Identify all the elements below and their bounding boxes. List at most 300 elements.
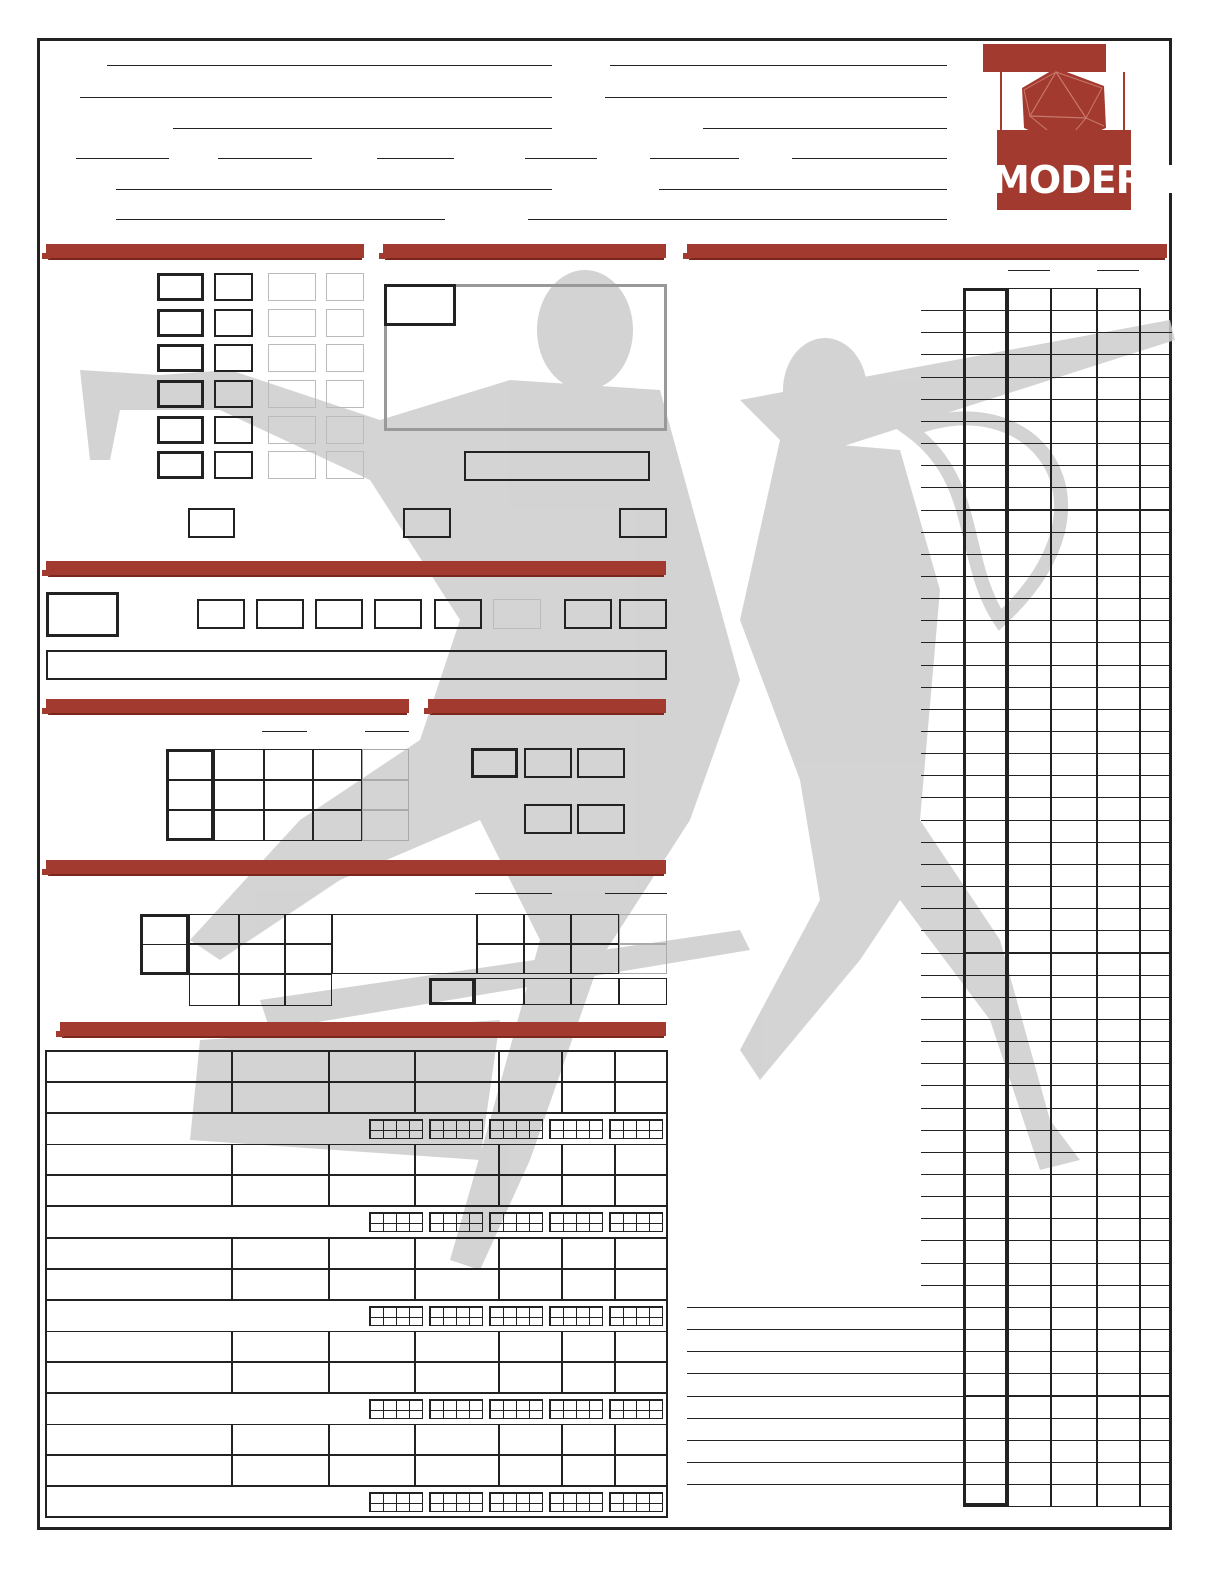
- skill-cell[interactable]: [1097, 687, 1140, 710]
- skill-cell[interactable]: [1008, 665, 1051, 688]
- skill-cell[interactable]: [1097, 930, 1140, 953]
- skill-name-line[interactable]: [921, 842, 963, 843]
- skill-name-line[interactable]: [921, 1218, 963, 1219]
- skill-cell[interactable]: [1140, 598, 1172, 621]
- skill-cell[interactable]: [1051, 797, 1097, 820]
- skill-cell[interactable]: [1008, 554, 1051, 577]
- ability-score-box[interactable]: [157, 309, 204, 337]
- skill-cell[interactable]: [1051, 775, 1097, 798]
- skill-cell[interactable]: [1008, 1440, 1051, 1463]
- skill-cell[interactable]: [963, 510, 1008, 533]
- skill-cell[interactable]: [1097, 1329, 1140, 1352]
- skill-cell[interactable]: [1097, 709, 1140, 732]
- skill-cell[interactable]: [1008, 465, 1051, 488]
- skill-name-line[interactable]: [921, 753, 963, 754]
- skill-cell[interactable]: [1097, 399, 1140, 422]
- skill-name-line[interactable]: [921, 510, 963, 511]
- skill-cell[interactable]: [1097, 288, 1140, 311]
- skill-cell[interactable]: [1051, 1019, 1097, 1042]
- skill-cell[interactable]: [1008, 443, 1051, 466]
- skill-cell[interactable]: [1097, 1462, 1140, 1485]
- skill-cell[interactable]: [1140, 487, 1172, 510]
- skill-cell[interactable]: [1051, 908, 1097, 931]
- skill-cell[interactable]: [1051, 642, 1097, 665]
- skill-cell[interactable]: [1097, 797, 1140, 820]
- skill-name-line[interactable]: [921, 1285, 963, 1286]
- skill-cell[interactable]: [1097, 1373, 1140, 1396]
- skill-cell[interactable]: [1051, 443, 1097, 466]
- skill-cell[interactable]: [1051, 731, 1097, 754]
- skill-cell[interactable]: [1097, 1130, 1140, 1153]
- skill-cell[interactable]: [963, 1484, 1008, 1507]
- skill-cell[interactable]: [1051, 1152, 1097, 1175]
- skill-name-line[interactable]: [921, 1063, 963, 1064]
- skill-cell[interactable]: [1140, 1108, 1172, 1131]
- skill-cell[interactable]: [1140, 288, 1172, 311]
- skill-cell[interactable]: [1051, 377, 1097, 400]
- skill-cell[interactable]: [1008, 753, 1051, 776]
- attack-cell[interactable]: [619, 914, 667, 944]
- skill-cell[interactable]: [963, 864, 1008, 887]
- skill-cell[interactable]: [963, 665, 1008, 688]
- skill-cell[interactable]: [1097, 1307, 1140, 1330]
- skill-cell[interactable]: [1140, 1484, 1172, 1507]
- skill-cell[interactable]: [1051, 1130, 1097, 1153]
- skill-cell[interactable]: [963, 820, 1008, 843]
- save-temp-cell[interactable]: [362, 749, 409, 780]
- skill-cell[interactable]: [1051, 1396, 1097, 1419]
- class-level-line[interactable]: [80, 97, 552, 98]
- skill-cell[interactable]: [1008, 354, 1051, 377]
- skill-cell[interactable]: [1140, 642, 1172, 665]
- skill-cell[interactable]: [1051, 510, 1097, 533]
- skill-cell[interactable]: [1097, 310, 1140, 333]
- skill-cell[interactable]: [963, 1440, 1008, 1463]
- skill-cell[interactable]: [1051, 1484, 1097, 1507]
- skill-cell[interactable]: [1008, 1085, 1051, 1108]
- skill-cell[interactable]: [1051, 1307, 1097, 1330]
- skill-cell[interactable]: [1097, 465, 1140, 488]
- ability-score-box[interactable]: [157, 273, 204, 301]
- skill-cell[interactable]: [963, 908, 1008, 931]
- save-total-cell[interactable]: [166, 749, 214, 780]
- skill-cell[interactable]: [963, 1196, 1008, 1219]
- skill-cell[interactable]: [1051, 953, 1097, 976]
- skill-cell[interactable]: [963, 642, 1008, 665]
- skill-cell[interactable]: [963, 731, 1008, 754]
- skill-cell[interactable]: [1140, 953, 1172, 976]
- skill-cell[interactable]: [1140, 797, 1172, 820]
- skill-cell[interactable]: [963, 1174, 1008, 1197]
- attack-cell[interactable]: [477, 914, 524, 944]
- skill-cell[interactable]: [1051, 1085, 1097, 1108]
- skill-cell[interactable]: [1140, 1351, 1172, 1374]
- skill-cell[interactable]: [1097, 554, 1140, 577]
- skill-cell[interactable]: [1097, 975, 1140, 998]
- temp-mod-box[interactable]: [326, 273, 364, 301]
- skill-cell[interactable]: [1008, 731, 1051, 754]
- skill-name-line[interactable]: [921, 687, 963, 688]
- skill-cell[interactable]: [963, 797, 1008, 820]
- skill-cell[interactable]: [963, 1063, 1008, 1086]
- flat-footed-box[interactable]: [619, 599, 667, 629]
- skill-cell[interactable]: [1140, 310, 1172, 333]
- skill-name-line[interactable]: [921, 620, 963, 621]
- skill-name-line[interactable]: [921, 443, 963, 444]
- save-base-cell[interactable]: [214, 780, 264, 810]
- skill-name-line[interactable]: [921, 797, 963, 798]
- skill-cell[interactable]: [1051, 1063, 1097, 1086]
- skill-cell[interactable]: [1140, 886, 1172, 909]
- skill-name-line[interactable]: [921, 1263, 963, 1264]
- skill-cell[interactable]: [1140, 620, 1172, 643]
- skill-name-line[interactable]: [921, 1041, 963, 1042]
- skill-cell[interactable]: [963, 620, 1008, 643]
- save-total-cell[interactable]: [166, 810, 214, 841]
- skill-cell[interactable]: [1097, 1108, 1140, 1131]
- skill-cell[interactable]: [1051, 399, 1097, 422]
- grapple-box-1[interactable]: [524, 804, 572, 834]
- skill-cell[interactable]: [1051, 288, 1097, 311]
- weight-line[interactable]: [525, 158, 597, 159]
- attack-notes-cell[interactable]: [332, 914, 477, 974]
- save-ability-cell[interactable]: [264, 810, 313, 841]
- skill-name-line[interactable]: [921, 775, 963, 776]
- skill-cell[interactable]: [963, 354, 1008, 377]
- skill-cell[interactable]: [1140, 1263, 1172, 1286]
- skill-cell[interactable]: [963, 1263, 1008, 1286]
- skill-cell[interactable]: [1008, 1263, 1051, 1286]
- damage-reduction-box[interactable]: [619, 508, 667, 538]
- skill-name-line[interactable]: [687, 1396, 963, 1397]
- skill-cell[interactable]: [1140, 687, 1172, 710]
- attack-cell[interactable]: [477, 944, 524, 974]
- skill-cell[interactable]: [1051, 1240, 1097, 1263]
- skill-cell[interactable]: [1051, 1418, 1097, 1441]
- skill-cell[interactable]: [1097, 620, 1140, 643]
- ability-mod-box[interactable]: [214, 416, 253, 444]
- skill-cell[interactable]: [1097, 332, 1140, 355]
- skill-name-line[interactable]: [921, 886, 963, 887]
- ability-mod-box[interactable]: [214, 451, 253, 479]
- skill-cell[interactable]: [1140, 1462, 1172, 1485]
- skill-name-line[interactable]: [687, 1484, 963, 1485]
- skill-cell[interactable]: [1008, 487, 1051, 510]
- skill-cell[interactable]: [1008, 1329, 1051, 1352]
- skill-cell[interactable]: [1140, 1085, 1172, 1108]
- skill-cell[interactable]: [963, 1240, 1008, 1263]
- skill-cell[interactable]: [1097, 1152, 1140, 1175]
- skill-cell[interactable]: [1008, 1351, 1051, 1374]
- ability-score-box[interactable]: [157, 416, 204, 444]
- skill-cell[interactable]: [963, 687, 1008, 710]
- skill-name-line[interactable]: [921, 864, 963, 865]
- skill-cell[interactable]: [1140, 399, 1172, 422]
- skill-cell[interactable]: [1140, 975, 1172, 998]
- skill-cell[interactable]: [1008, 1240, 1051, 1263]
- skill-cell[interactable]: [1097, 598, 1140, 621]
- skill-name-line[interactable]: [921, 532, 963, 533]
- temp-score-box[interactable]: [268, 273, 316, 301]
- defense-dex-box[interactable]: [374, 599, 422, 629]
- skill-cell[interactable]: [1051, 1351, 1097, 1374]
- skill-cell[interactable]: [963, 487, 1008, 510]
- temp-score-box[interactable]: [268, 344, 316, 372]
- height-line[interactable]: [377, 158, 454, 159]
- skill-cell[interactable]: [1140, 465, 1172, 488]
- attack-cell[interactable]: [475, 978, 524, 1005]
- skill-name-line[interactable]: [921, 377, 963, 378]
- skill-name-line[interactable]: [921, 1085, 963, 1086]
- grapple-box-2[interactable]: [577, 804, 625, 834]
- skill-cell[interactable]: [1051, 864, 1097, 887]
- skill-cell[interactable]: [1008, 1484, 1051, 1507]
- skill-cell[interactable]: [963, 1373, 1008, 1396]
- skill-cell[interactable]: [1140, 1307, 1172, 1330]
- skill-cell[interactable]: [1140, 1240, 1172, 1263]
- skill-name-line[interactable]: [921, 731, 963, 732]
- skill-cell[interactable]: [1097, 576, 1140, 599]
- skill-cell[interactable]: [1008, 709, 1051, 732]
- attack-cell[interactable]: [571, 914, 619, 944]
- ability-mod-box[interactable]: [214, 273, 253, 301]
- skill-cell[interactable]: [1140, 532, 1172, 555]
- attack-cell[interactable]: [285, 974, 332, 1006]
- player-name-line[interactable]: [610, 65, 947, 66]
- skill-cell[interactable]: [1051, 465, 1097, 488]
- action-points-line[interactable]: [528, 219, 947, 220]
- skill-cell[interactable]: [1097, 1484, 1140, 1507]
- skill-cell[interactable]: [1051, 1196, 1097, 1219]
- skill-cell[interactable]: [1051, 554, 1097, 577]
- skill-cell[interactable]: [1008, 421, 1051, 444]
- skill-cell[interactable]: [1140, 1396, 1172, 1419]
- skill-cell[interactable]: [963, 1130, 1008, 1153]
- skill-cell[interactable]: [1097, 1041, 1140, 1064]
- skill-cell[interactable]: [1097, 886, 1140, 909]
- skill-name-line[interactable]: [921, 399, 963, 400]
- skill-name-line[interactable]: [921, 1196, 963, 1197]
- skill-cell[interactable]: [1051, 997, 1097, 1020]
- skill-cell[interactable]: [1008, 775, 1051, 798]
- skill-cell[interactable]: [1051, 332, 1097, 355]
- skill-name-line[interactable]: [921, 487, 963, 488]
- skill-name-line[interactable]: [921, 1019, 963, 1020]
- skill-cell[interactable]: [1140, 1196, 1172, 1219]
- skill-cell[interactable]: [1140, 1130, 1172, 1153]
- defense-class-box[interactable]: [315, 599, 363, 629]
- skill-cell[interactable]: [1140, 1041, 1172, 1064]
- save-total-cell[interactable]: [166, 780, 214, 810]
- allegiances-line[interactable]: [116, 189, 552, 190]
- skill-cell[interactable]: [963, 1285, 1008, 1308]
- campaign-line[interactable]: [605, 97, 947, 98]
- skill-cell[interactable]: [1140, 864, 1172, 887]
- skill-cell[interactable]: [1140, 709, 1172, 732]
- skill-cell[interactable]: [1008, 1462, 1051, 1485]
- save-temp-cell[interactable]: [362, 780, 409, 810]
- skill-cell[interactable]: [1097, 354, 1140, 377]
- skill-cell[interactable]: [1140, 510, 1172, 533]
- eyes-line[interactable]: [650, 158, 739, 159]
- skill-cell[interactable]: [1097, 1019, 1140, 1042]
- skill-cell[interactable]: [963, 1041, 1008, 1064]
- skill-cell[interactable]: [1097, 421, 1140, 444]
- skill-cell[interactable]: [1051, 1440, 1097, 1463]
- skill-cell[interactable]: [1140, 753, 1172, 776]
- skill-cell[interactable]: [963, 953, 1008, 976]
- skill-name-line[interactable]: [921, 953, 963, 954]
- attack-cell[interactable]: [239, 944, 285, 974]
- ability-mod-box[interactable]: [214, 309, 253, 337]
- skill-cell[interactable]: [1008, 598, 1051, 621]
- ability-score-box[interactable]: [157, 451, 204, 479]
- skill-cell[interactable]: [1008, 864, 1051, 887]
- attack-cell[interactable]: [189, 974, 239, 1006]
- skill-cell[interactable]: [963, 975, 1008, 998]
- save-misc-cell[interactable]: [313, 780, 362, 810]
- skill-cell[interactable]: [1097, 731, 1140, 754]
- skill-cell[interactable]: [1140, 775, 1172, 798]
- skill-cell[interactable]: [963, 1351, 1008, 1374]
- skill-cell[interactable]: [1140, 1218, 1172, 1241]
- skill-cell[interactable]: [1008, 1418, 1051, 1441]
- skill-cell[interactable]: [1097, 642, 1140, 665]
- skill-cell[interactable]: [1008, 1174, 1051, 1197]
- save-ability-cell[interactable]: [264, 780, 313, 810]
- skill-cell[interactable]: [963, 1152, 1008, 1175]
- skill-cell[interactable]: [1008, 532, 1051, 555]
- skill-cell[interactable]: [963, 399, 1008, 422]
- skill-cell[interactable]: [963, 1418, 1008, 1441]
- temp-score-box[interactable]: [268, 309, 316, 337]
- skill-cell[interactable]: [1097, 953, 1140, 976]
- skill-cell[interactable]: [1051, 310, 1097, 333]
- skill-cell[interactable]: [1051, 930, 1097, 953]
- skill-cell[interactable]: [1097, 775, 1140, 798]
- attack-cell[interactable]: [524, 914, 571, 944]
- skill-cell[interactable]: [1140, 930, 1172, 953]
- defense-total-box[interactable]: [46, 592, 119, 637]
- defense-notes-box[interactable]: [46, 650, 667, 680]
- skill-cell[interactable]: [1051, 354, 1097, 377]
- skill-name-line[interactable]: [921, 1240, 963, 1241]
- skill-name-line[interactable]: [921, 820, 963, 821]
- character-name-line[interactable]: [107, 65, 552, 66]
- skill-cell[interactable]: [963, 997, 1008, 1020]
- total-hp-box[interactable]: [384, 284, 456, 326]
- skill-cell[interactable]: [963, 554, 1008, 577]
- skill-cell[interactable]: [1051, 1373, 1097, 1396]
- skill-name-line[interactable]: [921, 908, 963, 909]
- ability-mod-box[interactable]: [214, 344, 253, 372]
- skill-cell[interactable]: [1097, 997, 1140, 1020]
- skill-name-line[interactable]: [921, 1130, 963, 1131]
- skill-cell[interactable]: [963, 775, 1008, 798]
- skill-cell[interactable]: [1097, 908, 1140, 931]
- skill-cell[interactable]: [1140, 842, 1172, 865]
- skill-name-line[interactable]: [687, 1418, 963, 1419]
- skill-name-line[interactable]: [687, 1462, 963, 1463]
- skill-name-line[interactable]: [687, 1373, 963, 1374]
- attack-cell[interactable]: [239, 914, 285, 944]
- skill-cell[interactable]: [963, 709, 1008, 732]
- skill-name-line[interactable]: [921, 554, 963, 555]
- massive-damage-box[interactable]: [403, 508, 451, 538]
- skill-cell[interactable]: [1008, 310, 1051, 333]
- save-temp-cell[interactable]: [362, 810, 409, 841]
- attack-cell[interactable]: [619, 944, 667, 974]
- temp-mod-box[interactable]: [326, 380, 364, 408]
- skill-name-line[interactable]: [687, 1351, 963, 1352]
- temp-score-box[interactable]: [268, 451, 316, 479]
- skill-cell[interactable]: [1008, 687, 1051, 710]
- skill-cell[interactable]: [1097, 1263, 1140, 1286]
- skill-name-line[interactable]: [921, 576, 963, 577]
- attack-cell[interactable]: [571, 944, 619, 974]
- skill-cell[interactable]: [963, 332, 1008, 355]
- skill-name-line[interactable]: [921, 1108, 963, 1109]
- temp-score-box[interactable]: [268, 416, 316, 444]
- skill-name-line[interactable]: [921, 332, 963, 333]
- skill-cell[interactable]: [1140, 1440, 1172, 1463]
- skill-cell[interactable]: [963, 377, 1008, 400]
- skill-cell[interactable]: [1097, 510, 1140, 533]
- skill-cell[interactable]: [1097, 842, 1140, 865]
- skill-cell[interactable]: [1051, 1174, 1097, 1197]
- skill-cell[interactable]: [1008, 1285, 1051, 1308]
- attack-cell[interactable]: [285, 944, 332, 974]
- skill-cell[interactable]: [963, 465, 1008, 488]
- skill-cell[interactable]: [963, 842, 1008, 865]
- attack-cell[interactable]: [524, 944, 571, 974]
- wealth-line[interactable]: [116, 219, 445, 220]
- attack-cell[interactable]: [571, 978, 619, 1005]
- skill-cell[interactable]: [1051, 1285, 1097, 1308]
- bab-box[interactable]: [429, 978, 475, 1005]
- skill-cell[interactable]: [963, 1329, 1008, 1352]
- save-base-cell[interactable]: [214, 749, 264, 780]
- skill-cell[interactable]: [1097, 1085, 1140, 1108]
- skill-cell[interactable]: [1140, 665, 1172, 688]
- ability-score-box[interactable]: [157, 380, 204, 408]
- skill-cell[interactable]: [1008, 620, 1051, 643]
- save-ability-cell[interactable]: [264, 749, 313, 780]
- skill-cell[interactable]: [1008, 820, 1051, 843]
- skill-name-line[interactable]: [687, 1329, 963, 1330]
- hair-line[interactable]: [792, 158, 947, 159]
- skill-cell[interactable]: [1140, 1418, 1172, 1441]
- skill-cell[interactable]: [1097, 864, 1140, 887]
- skill-cell[interactable]: [1051, 1218, 1097, 1241]
- skill-cell[interactable]: [1008, 399, 1051, 422]
- skill-cell[interactable]: [1008, 1041, 1051, 1064]
- skill-cell[interactable]: [1008, 842, 1051, 865]
- skill-cell[interactable]: [1008, 1063, 1051, 1086]
- attack-cell[interactable]: [619, 978, 667, 1005]
- skill-cell[interactable]: [1051, 421, 1097, 444]
- skill-cell[interactable]: [1051, 1263, 1097, 1286]
- skill-cell[interactable]: [1097, 1440, 1140, 1463]
- skill-cell[interactable]: [1051, 1108, 1097, 1131]
- save-misc-cell[interactable]: [313, 749, 362, 780]
- skill-cell[interactable]: [963, 310, 1008, 333]
- skill-cell[interactable]: [1008, 1019, 1051, 1042]
- skill-cell[interactable]: [1008, 1152, 1051, 1175]
- skill-cell[interactable]: [1097, 532, 1140, 555]
- skill-name-line[interactable]: [921, 1152, 963, 1153]
- skill-cell[interactable]: [1140, 997, 1172, 1020]
